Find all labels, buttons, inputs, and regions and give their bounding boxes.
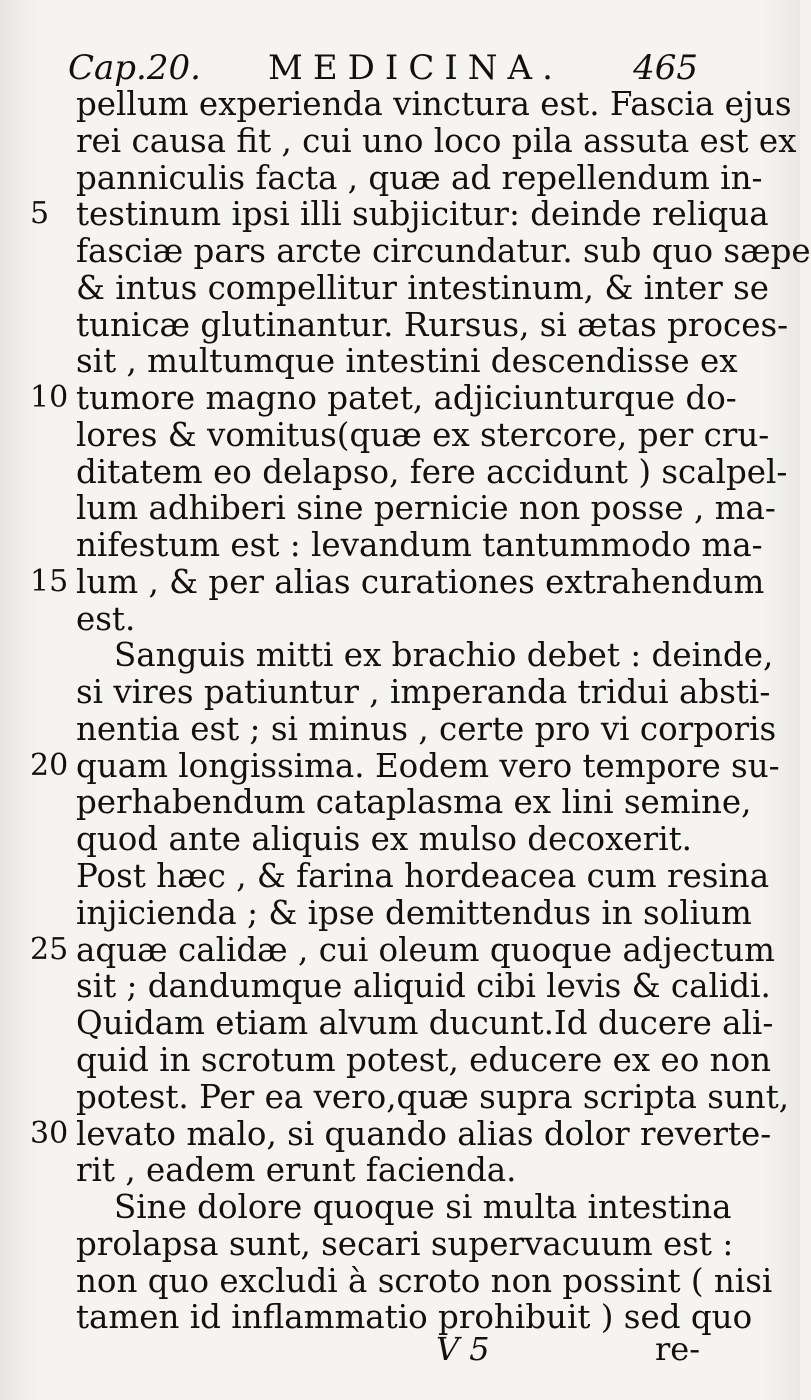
line-number-10: 10	[30, 380, 69, 415]
line-number-20: 20	[30, 748, 69, 783]
text-line: tunicæ glutinantur. Rursus, si ætas proces-	[76, 306, 789, 344]
text-line: & intus compellitur intestinum, & inter se	[76, 269, 770, 307]
text-line: lum , & per alias curationes extrahendum	[76, 563, 765, 601]
text-line: quod ante aliquis ex mulso decoxerit.	[76, 820, 692, 858]
text-line: sit , multumque intestini descendisse ex	[76, 342, 738, 380]
page-footer	[76, 1330, 700, 1374]
text-line: quam longissima. Eodem vero tempore su-	[76, 747, 780, 785]
text-line: non quo excludi à scroto non possint ( nisi	[76, 1262, 773, 1300]
text-line: tamen id inflammatio prohibuit ) sed quo	[76, 1298, 753, 1336]
line-number-25: 25	[30, 932, 69, 967]
text-line: si vires patiuntur , imperanda tridui absti-	[76, 673, 771, 711]
catchword: re-	[654, 1330, 700, 1368]
text-line: levato malo, si quando alias dolor reverte-	[76, 1115, 772, 1153]
line-number-15: 15	[30, 564, 69, 599]
text-line: lores & vomitus(quæ ex stercore, per cru-	[76, 416, 770, 454]
text-line: testinum ipsi illi subjicitur: deinde reliqua	[76, 195, 769, 233]
text-line: pellum experienda vinctura est. Fascia ejus	[76, 85, 792, 123]
line-number-5: 5	[30, 196, 50, 231]
text-line: quid in scrotum potest, educere ex eo non	[76, 1041, 772, 1079]
paragraph-start-line: Sine dolore quoque si multa intestina	[114, 1188, 732, 1226]
running-title: MEDICINA.	[268, 48, 563, 88]
text-line: rei causa fit , cui uno loco pila assuta est ex	[76, 122, 797, 160]
page-number: 465	[633, 48, 698, 88]
text-line: prolapsa sunt, secari supervacuum est :	[76, 1225, 734, 1263]
text-line: tumore magno patet, adjiciunturque do-	[76, 379, 737, 417]
text-line: aquæ calidæ , cui oleum quoque adjectum	[76, 931, 775, 969]
text-line: nifestum est : levandum tantummodo ma-	[76, 526, 763, 564]
text-line: Quidam etiam alvum ducunt.Id ducere ali-	[76, 1004, 774, 1042]
text-line: potest. Per ea vero,quæ supra scripta sunt,	[76, 1078, 790, 1116]
text-line: ditatem eo delapso, fere accidunt ) scalpel-	[76, 453, 788, 491]
line-number-30: 30	[30, 1116, 69, 1151]
chapter-reference: Cap.20.	[68, 48, 201, 88]
text-line: nentia est ; si minus , certe pro vi corporis	[76, 710, 777, 748]
running-header	[68, 48, 698, 88]
text-line: perhabendum cataplasma ex lini semine,	[76, 783, 752, 821]
text-line: panniculis facta , quæ ad repellendum in-	[76, 159, 763, 197]
signature-mark: V 5	[436, 1330, 490, 1368]
text-line: lum adhiberi sine pernicie non posse , ma-	[76, 489, 776, 527]
text-line: est.	[76, 600, 136, 638]
text-line: sit ; dandumque aliquid cibi levis & calidi.	[76, 967, 771, 1005]
paragraph-start-line: Sanguis mitti ex brachio debet : deinde,	[114, 636, 774, 674]
text-line: rit , eadem erunt facienda.	[76, 1151, 517, 1189]
text-line: Post hæc , & farina hordeacea cum resina	[76, 857, 770, 895]
text-line: injicienda ; & ipse demittendus in solium	[76, 894, 752, 932]
text-line: fasciæ pars arcte circundatur. sub quo sæpe	[76, 232, 811, 270]
